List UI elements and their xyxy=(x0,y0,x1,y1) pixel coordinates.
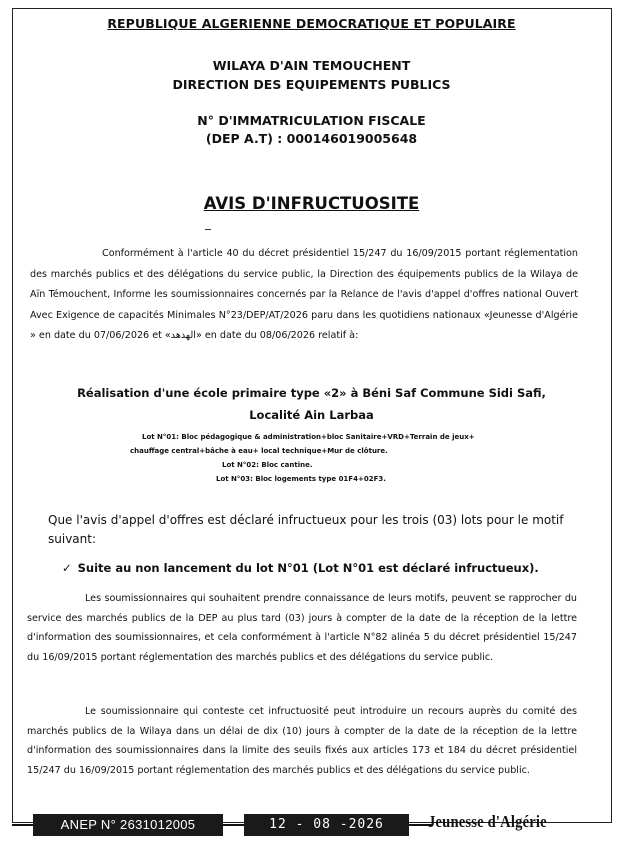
lots-list xyxy=(130,430,520,486)
wilaya-heading: WILAYA D'AIN TEMOUCHENT xyxy=(212,58,411,73)
lot-item: Lot N°01: Bloc pédagogique & administration+bloc Sanitaire+VRD+Terrain de jeux+ xyxy=(142,433,475,441)
paragraph-recourse-text: Le soumissionnaire qui conteste cet infructuosité peut introduire un recours auprès du comité des marchés publics de la Wilaya dans un délai de dix (10) jours à compter de la date de la réception de la lettre d'information des soumissionnaires dans la limite des seuils fixés aux articles 173 et 184 du décret présidentiel 15/247 du 16/09/2015 portant réglementation des marchés publics et des délégations du service public. xyxy=(27,706,577,776)
lot-item: Lot N°03: Bloc logements type 01F4+02F3. xyxy=(216,475,386,483)
paragraph-consultation xyxy=(27,589,577,667)
notice-title: AVIS D'INFRUCTUOSITE xyxy=(203,194,420,213)
lot-item: Lot N°02: Bloc cantine. xyxy=(222,461,313,469)
anep-number-badge: ANEP N° 2631012005 xyxy=(33,814,223,836)
paragraph-consultation-text: Les soumissionnaires qui souhaitent prendre connaissance de leurs motifs, peuvent se rapprocher du service des marchés publics de la DEP au plus tard (03) jours à compter de la date de la réception de la lettre d'information des soumissionnaires, et cela conformément à l'article N°82 alinéa 5 du décret présidentiel 15/247 du 16/09/2015 portant réglementation des marchés publics et des délégations du service public. xyxy=(27,593,577,663)
divider-dash xyxy=(205,229,211,230)
checkmark-icon: ✓ xyxy=(62,561,72,575)
motif-text: Suite au non lancement du lot N°01 (Lot N°01 est déclaré infructueux). xyxy=(77,561,539,575)
publication-date-badge: 12 - 08 -2026 xyxy=(244,814,409,836)
intro-paragraph xyxy=(30,244,578,347)
project-locality: Localité Ain Larbaa xyxy=(249,408,374,422)
republic-heading: REPUBLIQUE ALGERIENNE DEMOCRATIQUE ET POPULAIRE xyxy=(107,16,516,31)
intro-text: Conformément à l'article 40 du décret présidentiel 15/247 du 16/09/2015 portant réglementation des marchés publics et des délégations du service public, la Direction des équipements publics de la Wilaya de Aïn Témouchent, Informe les soumissionnaires concernés par la Relance de l'avis d'appel d'offres national Ouvert Avec Exigence de capacités Minimales N°23/DEP/AT/2026 paru dans les quotidiens nationaux «Jeunesse d'Algérie » en date du 07/06/2026 et «الهدهد» en date du 08/06/2026 relatif à: xyxy=(30,248,578,341)
project-title: Réalisation d'une école primaire type «2» à Béni Saf Commune Sidi Safi, xyxy=(77,386,546,400)
newspaper-logo: Jeunesse d'Algérie xyxy=(428,812,547,831)
tax-id-label: N° D'IMMATRICULATION FISCALE xyxy=(197,113,426,128)
declaration-text: Que l'avis d'appel d'offres est déclaré infructueux pour les trois (03) lots pour le motif suivant: xyxy=(48,513,564,546)
paragraph-recourse xyxy=(27,702,577,780)
direction-heading: DIRECTION DES EQUIPEMENTS PUBLICS xyxy=(172,77,451,92)
motif-item xyxy=(62,561,539,575)
lot-item-continuation: chauffage central+bâche à eau+ local technique+Mur de clôture. xyxy=(130,447,388,455)
tax-id-value: (DEP A.T) : 000146019005648 xyxy=(205,131,418,146)
footer-bar xyxy=(0,812,623,842)
